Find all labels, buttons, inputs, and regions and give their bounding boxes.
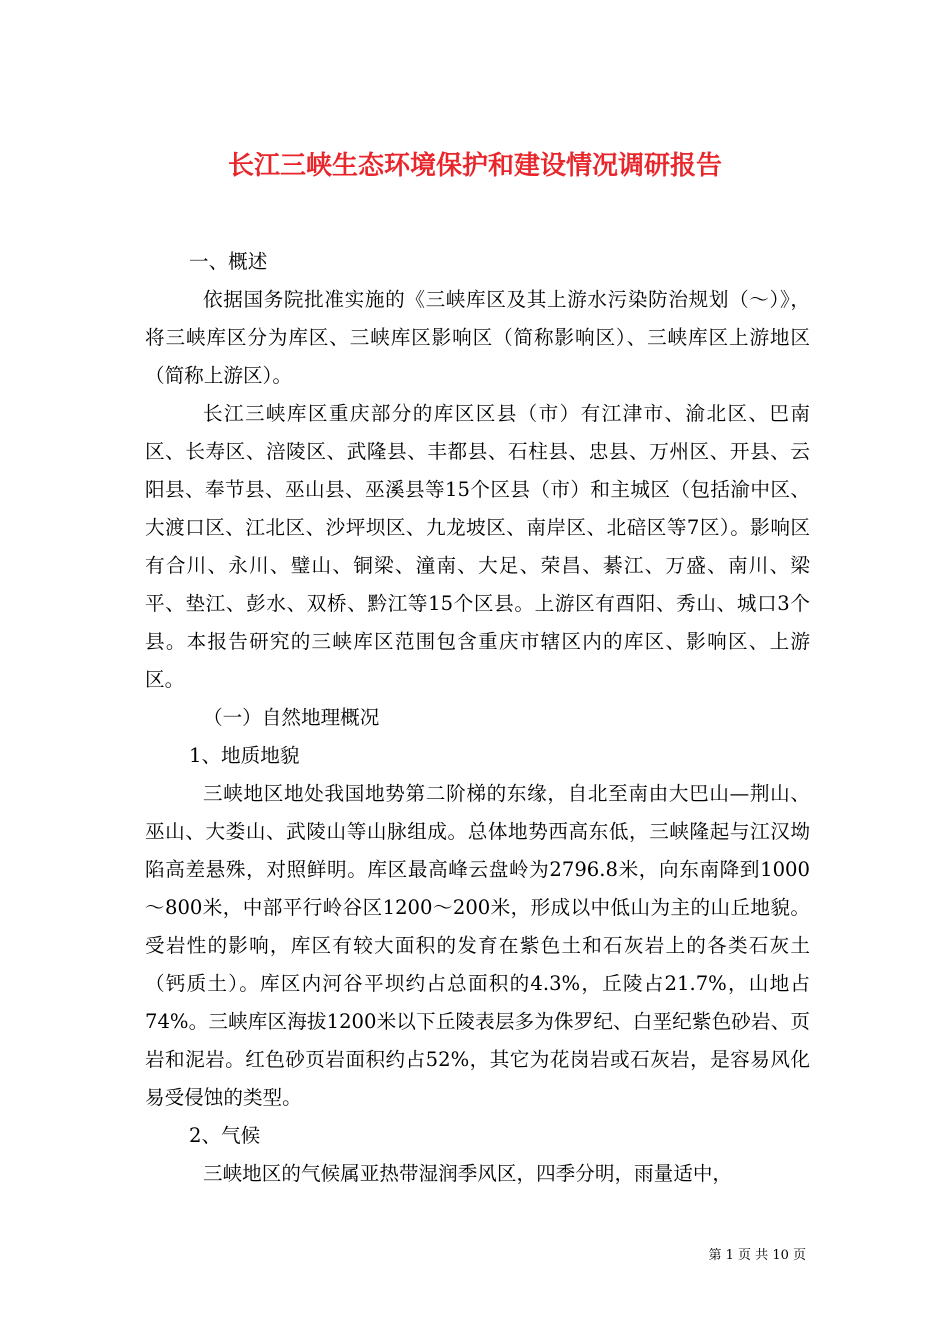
paragraph-districts: 长江三峡库区重庆部分的库区区县（市）有江津市、渝北区、巴南区、长寿区、涪陵区、武隆县、丰都县、石柱县、忠县、万州区、开县、云阳县、奉节县、巫山县、巫溪县等15个区县（市）和主城区（包括渝中区、大渡口区、江北区、沙坪坝区、九龙坡区、南岸区、北碚区等7区）。影响区有合川、永川、璧山、铜梁、潼南、大足、荣昌、綦江、万盛、南川、梁平、垫江、彭水、双桥、黔江等15个区县。上游区有酉阳、秀山、城口3个县。本报告研究的三峡库区范围包含重庆市辖区内的库区、影响区、上游区。 xyxy=(145,402,810,691)
item-heading-climate: 2、气候 xyxy=(189,1124,261,1147)
section-heading-overview: 一、概述 xyxy=(189,250,268,273)
paragraph-climate: 三峡地区的气候属亚热带湿润季风区，四季分明，雨量适中， xyxy=(203,1162,733,1185)
page-number-footer: 第 1 页 共 10 页 xyxy=(708,1248,806,1263)
subsection-heading-geography: （一）自然地理概况 xyxy=(203,706,380,729)
paragraph-geology: 三峡地区地处我国地势第二阶梯的东缘，自北至南由大巴山—荆山、巫山、大娄山、武陵山等山脉组成。总体地势西高东低，三峡隆起与江汉坳陷高差悬殊，对照鲜明。库区最高峰云盘岭为2796.8米，向东南降到1000～800米，中部平行岭谷区1200～200米，形成以中低山为主的山丘地貌。受岩性的影响，库区有较大面积的发育在紫色土和石灰岩上的各类石灰土（钙质土）。库区内河谷平坝约占总面积的4.3%，丘陵占21.7%，山地占74%。三峡库区海拔1200米以下丘陵表层多为侏罗纪、白垩纪紫色砂岩、页岩和泥岩。红色砂页岩面积约占52%，其它为花岗岩或石灰岩，是容易风化易受侵蚀的类型。 xyxy=(145,782,810,1109)
item-heading-geology: 1、地质地貌 xyxy=(189,744,300,767)
document-body xyxy=(145,243,810,1193)
document-title: 长江三峡生态环境保护和建设情况调研报告 xyxy=(227,151,722,182)
paragraph-plan: 依据国务院批准实施的《三峡库区及其上游水污染防治规划（～）》，将三峡库区分为库区、三峡库区影响区（简称影响区）、三峡库区上游地区（简称上游区）。 xyxy=(145,288,810,387)
